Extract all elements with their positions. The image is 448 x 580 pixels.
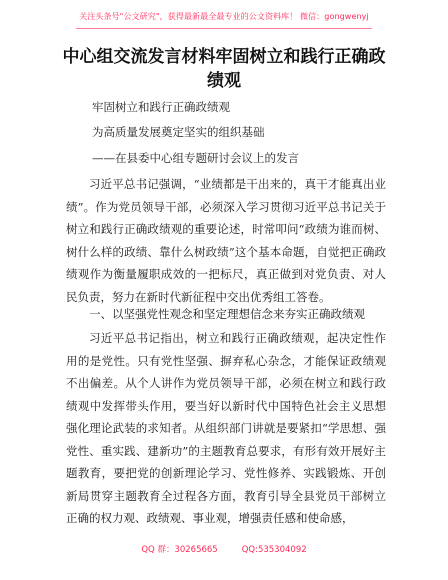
intro-paragraph: 习近平总书记强调，“业绩都是干出来的，真干才能真出业绩”。作为党员领导干部，必须深入学习贯彻习近平总书记关于树立和践行正确政绩观的重要论述，时常叩问“政绩为谁而树、树什么样的政绩、靠什么树政绩”这个基本命题，自觉把正确政绩观作为衡量履职成效的一把标尺，真正做到对党负责、对人民负责，努力在新时代新征程中交出优秀组工答卷。 [66,177,386,304]
header-divider [76,28,372,29]
subtitle-line-1: 牢固树立和践行正确政绩观 [92,100,230,114]
body-paragraph-2: 习近平总书记指出，树立和践行正确政绩观，起决定性作用的是党性。只有党性坚强、摒弃私心杂念，才能保证政绩观不出偏差。从个人讲作为党员领导干部，必须在树立和践行政绩观中发挥带头作用，要当好以新时代中国特色社会主义思想强化理论武装的求知者。从组织部门讲就是要紧扣“学思想、强党性、重实践、建新功”的主题教育总要求，有形有效开展好主题教育，要把党的创新理论学习、党性修养、实践锻炼、开创新局贯穿主题教育全过程各方面，教育引导全县党员干部树立正确的权力观、政绩观、事业观，增强责任感和使命感， [66,331,386,525]
qq-number: QQ:535304092 [241,545,307,555]
document-title: 中心组交流发言材料牢固树立和践行正确政绩观 [62,47,386,91]
subtitle-line-2: 为高质量发展奠定坚实的组织基础 [92,125,265,139]
section-heading-1: 一、以坚强党性观念和坚定理想信念来夯实正确政绩观 [89,307,365,321]
contact-footer [0,543,448,555]
qq-group-number: QQ 群：30265665 [141,545,218,555]
subtitle-line-3: ——在县委中心组专题研讨会议上的发言 [92,151,299,165]
promo-banner: 关注头条号"公文研究"，获得最新最全最专业的公文资料库！ 微信：gongwenyj [79,12,369,21]
